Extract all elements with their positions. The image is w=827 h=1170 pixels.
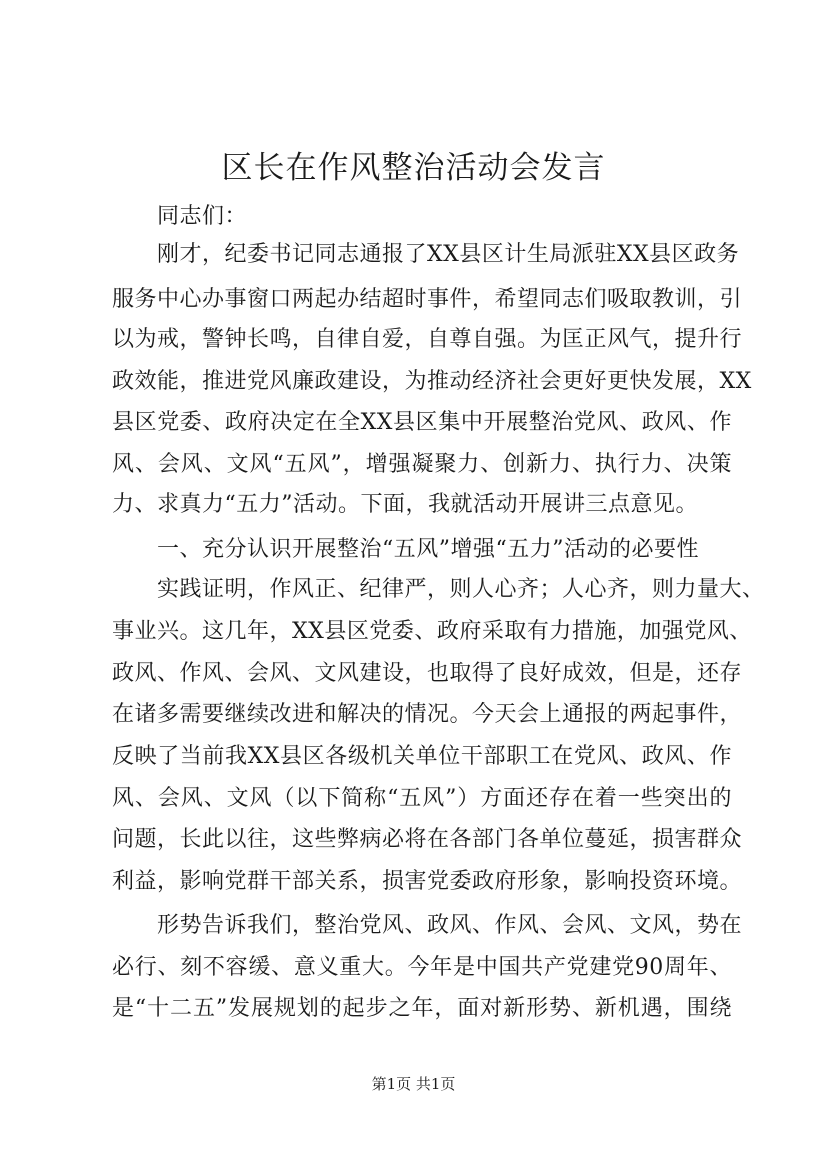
paragraph-line: 刚才，纪委书记同志通报了XX县区计生局派驻XX县区政务	[157, 242, 740, 267]
section-heading: 一、充分认识开展整治“五风”增强“五力”活动的必要性	[157, 537, 699, 562]
paragraph-line: 风、会风、文风（以下简称“五风”）方面还存在着一些突出的	[112, 786, 732, 811]
paragraph-line: 事业兴。这几年，XX县区党委、政府采取有力措施，加强党风、	[112, 619, 752, 644]
paragraph-line: 服务中心办事窗口两起办结超时事件，希望同志们吸取教训，引	[112, 287, 743, 312]
paragraph-line: 必行、刻不容缓、意义重大。今年是中国共产党建党90周年、	[112, 955, 732, 980]
paragraph-line: 形势告诉我们，整治党风、政风、作风、会风、文风，势在	[157, 913, 743, 938]
paragraph-line: 实践证明，作风正、纪律严，则人心齐；人心齐，则力量大、	[157, 577, 765, 602]
page-footer: 第1页 共1页	[371, 1075, 456, 1093]
document-title: 区长在作风整治活动会发言	[221, 150, 606, 186]
paragraph-line: 力、求真力“五力”活动。下面，我就活动开展讲三点意见。	[112, 492, 698, 517]
paragraph-line: 政效能，推进党风廉政建设，为推动经济社会更好更快发展，XX	[112, 369, 752, 394]
paragraph-line: 反映了当前我XX县区各级机关单位干部职工在党风、政风、作	[112, 744, 732, 769]
paragraph-line: 利益，影响党群干部关系，损害党委政府形象，影响投资环境。	[112, 869, 743, 894]
paragraph-line: 是“十二五”发展规划的起步之年，面对新形势、新机遇，围绕	[112, 996, 732, 1021]
paragraph-line: 问题，长此以往，这些弊病必将在各部门各单位蔓延，损害群众	[112, 827, 743, 852]
paragraph-line: 风、会风、文风“五风”，增强凝聚力、创新力、执行力、决策	[112, 452, 732, 477]
paragraph-line: 以为戒，警钟长鸣，自律自爱，自尊自强。为匡正风气，提升行	[112, 327, 743, 352]
paragraph-line: 在诸多需要继续改进和解决的情况。今天会上通报的两起事件，	[112, 702, 743, 727]
paragraph-line: 县区党委、政府决定在全XX县区集中开展整治党风、政风、作	[112, 410, 732, 435]
salutation: 同志们：	[157, 204, 248, 229]
paragraph-line: 政风、作风、会风、文风建设，也取得了良好成效，但是，还存	[112, 661, 743, 686]
